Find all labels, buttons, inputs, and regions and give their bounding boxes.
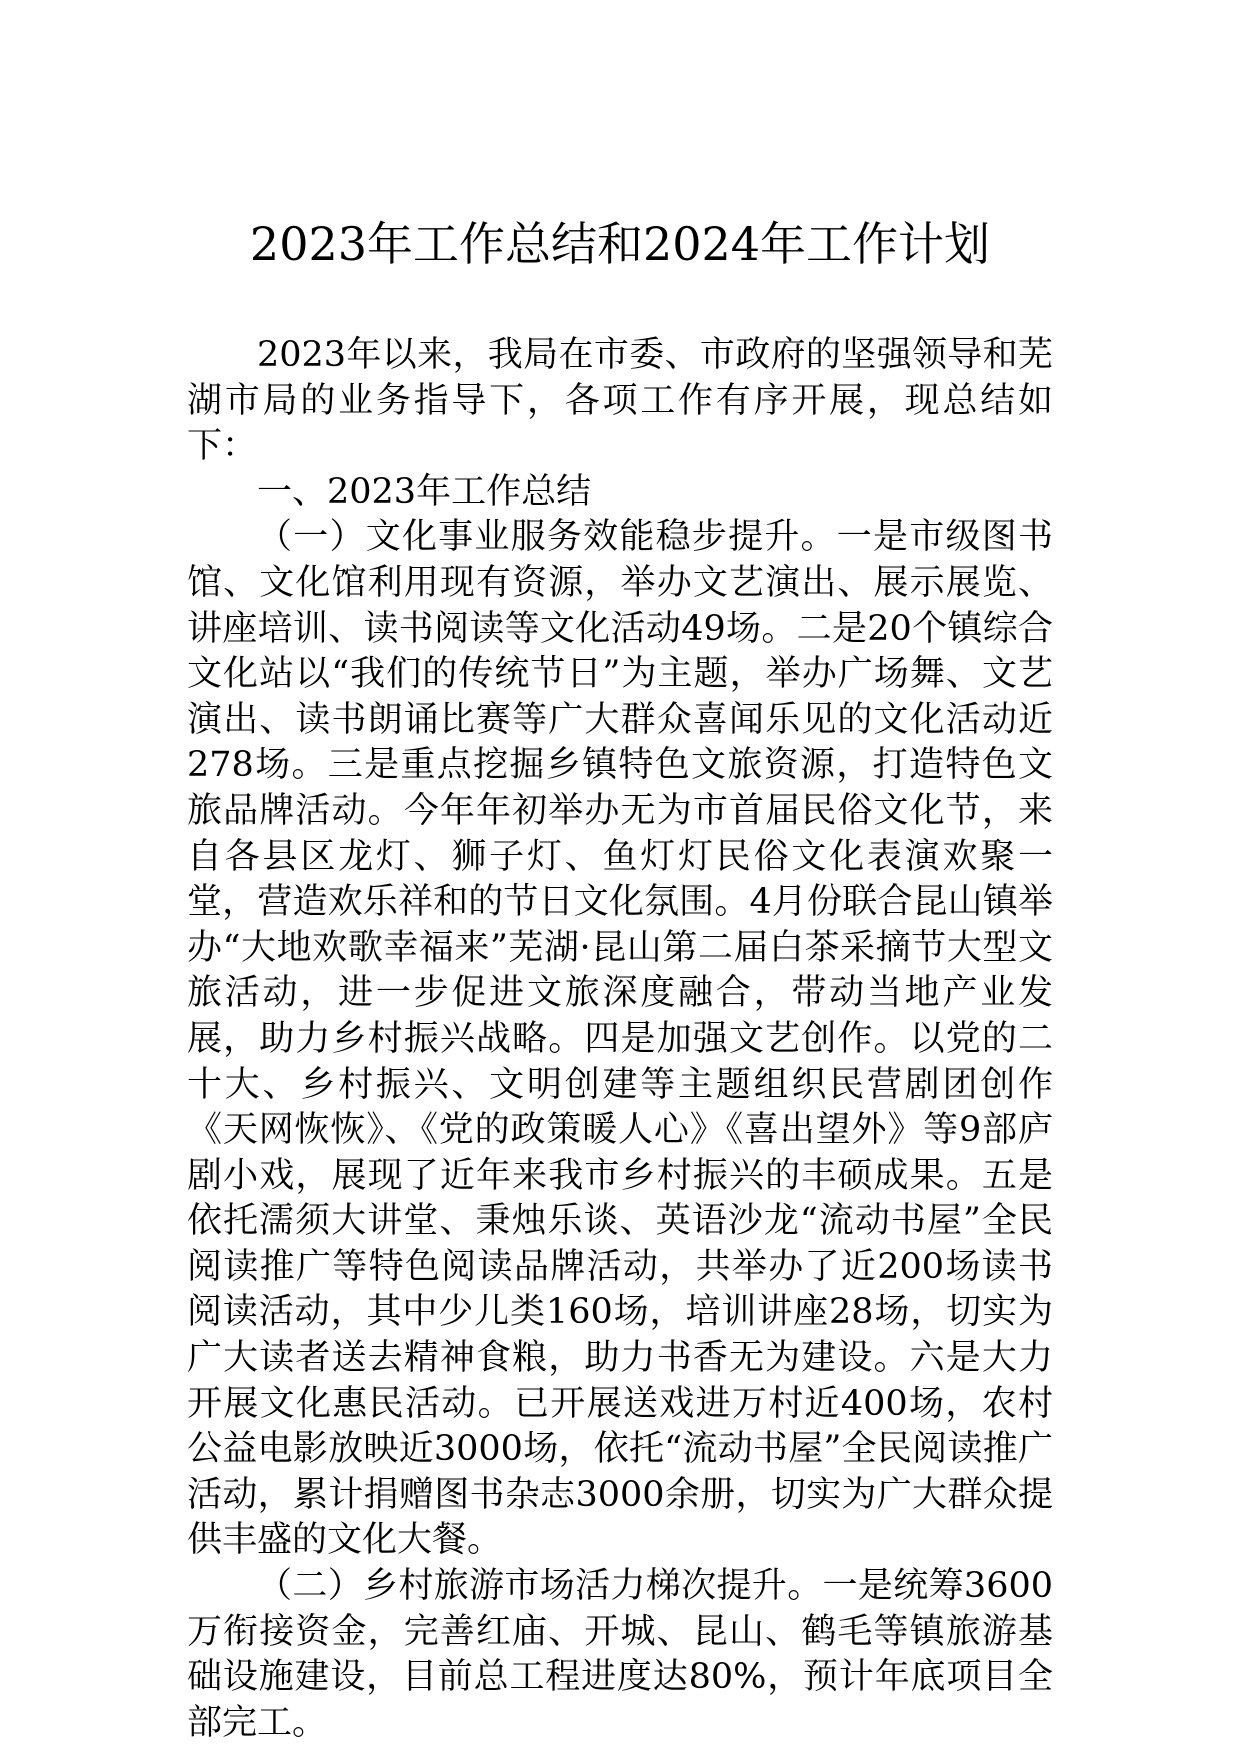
subsection-paragraph: （二）乡村旅游市场活力梯次提升。一是统筹3600万衔接资金，完善红庙、开城、昆山、鹤毛等镇旅游基础设施建设，目前总工程进度达80%，预计年底项目全部完工。 [187, 1566, 1053, 1743]
document-title: 2023年工作总结和2024年工作计划 [249, 217, 991, 271]
subsection-paragraph: （一）文化事业服务效能稳步提升。一是市级图书馆、文化馆利用现有资源，举办文艺演出、展示展览、讲座培训、读书阅读等文化活动49场。二是20个镇综合文化站以“我们的传统节日”为主题，举办广场舞、文艺演出、读书朗诵比赛等广大群众喜闻乐见的文化活动近278场。三是重点挖掘乡镇特色文旅资源，打造特色文旅品牌活动。今年年初举办无为市首届民俗文化节，来自各县区龙灯、狮子灯、鱼灯灯民俗文化表演欢聚一堂，营造欢乐祥和的节日文化氛围。4月份联合昆山镇举办“大地欢歌幸福来”芜湖·昆山第二届白茶采摘节大型文旅活动，进一步促进文旅深度融合，带动当地产业发展，助力乡村振兴战略。四是加强文艺创作。以党的二十大、乡村振兴、文明创建等主题组织民营剧团创作《天网恢恢》、《党的政策暖人心》《喜出望外》等9部庐剧小戏，展现了近年来我市乡村振兴的丰硕成果。五是依托濡须大讲堂、秉烛乐谈、英语沙龙“流动书屋”全民阅读推广等特色阅读品牌活动，共举办了近200场读书阅读活动，其中少儿类160场，培训讲座28场，切实为广大读者送去精神食粮，助力书香无为建设。六是大力开展文化惠民活动。已开展送戏进万村近400场，农村公益电影放映近3000场，依托“流动书屋”全民阅读推广活动，累计捐赠图书杂志3000余册，切实为广大群众提供丰盛的文化大餐。 [187, 517, 1053, 1561]
section-heading: 一、2023年工作总结 [257, 471, 592, 512]
document-body [187, 333, 1053, 1746]
intro-paragraph: 2023年以来，我局在市委、市政府的坚强领导和芜湖市局的业务指导下，各项工作有序开展，现总结如下： [187, 335, 1053, 467]
